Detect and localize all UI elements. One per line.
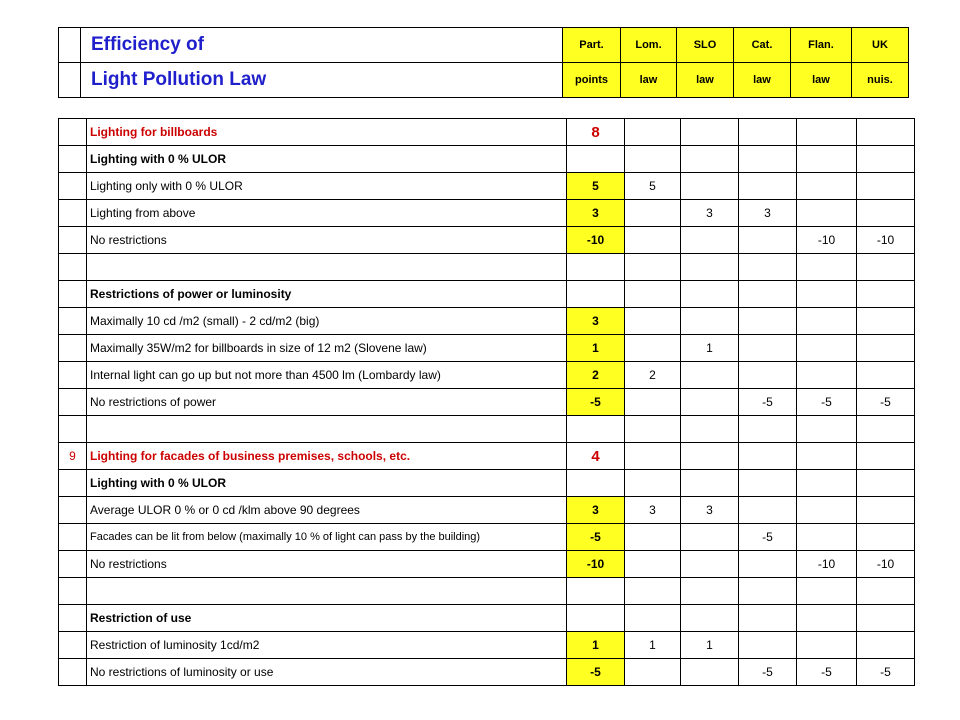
uk-cell bbox=[857, 605, 915, 632]
row-label: Facades can be lit from below (maximally 10 % of light can pass by the building) bbox=[87, 524, 567, 551]
row-label: Lighting from above bbox=[87, 200, 567, 227]
uk-cell: -5 bbox=[857, 659, 915, 686]
table-row bbox=[59, 497, 915, 524]
col-header-part: Part. bbox=[563, 28, 621, 63]
slo-cell: 3 bbox=[681, 200, 739, 227]
points-cell: 2 bbox=[567, 362, 625, 389]
slo-cell bbox=[681, 443, 739, 470]
row-number: 9 bbox=[59, 443, 87, 470]
points-cell: -5 bbox=[567, 659, 625, 686]
col-subheader-lom: law bbox=[621, 63, 677, 98]
cat-cell bbox=[739, 416, 797, 443]
slo-cell bbox=[681, 578, 739, 605]
uk-cell bbox=[857, 254, 915, 281]
table-row bbox=[59, 146, 915, 173]
row-label: Maximally 35W/m2 for billboards in size of 12 m2 (Slovene law) bbox=[87, 335, 567, 362]
row-label: Maximally 10 cd /m2 (small) - 2 cd/m2 (big) bbox=[87, 308, 567, 335]
criteria-table bbox=[58, 118, 915, 686]
cat-cell: -5 bbox=[739, 389, 797, 416]
points-cell: -5 bbox=[567, 389, 625, 416]
cat-cell bbox=[739, 551, 797, 578]
uk-cell: -10 bbox=[857, 551, 915, 578]
col-subheader-flan: law bbox=[791, 63, 852, 98]
flan-cell: -5 bbox=[797, 389, 857, 416]
col-subheader-part: points bbox=[563, 63, 621, 98]
table-row bbox=[59, 659, 915, 686]
col-subheader-uk: nuis. bbox=[852, 63, 909, 98]
flan-cell bbox=[797, 443, 857, 470]
slo-cell bbox=[681, 254, 739, 281]
slo-cell bbox=[681, 470, 739, 497]
lom-cell: 5 bbox=[625, 173, 681, 200]
lom-cell bbox=[625, 470, 681, 497]
table-row bbox=[59, 119, 915, 146]
row-number bbox=[59, 362, 87, 389]
flan-cell bbox=[797, 200, 857, 227]
points-cell: 5 bbox=[567, 173, 625, 200]
uk-cell bbox=[857, 281, 915, 308]
uk-cell bbox=[857, 308, 915, 335]
col-header-slo: SLO bbox=[677, 28, 734, 63]
row-label bbox=[87, 416, 567, 443]
row-label: Lighting with 0 % ULOR bbox=[87, 146, 567, 173]
slo-cell: 1 bbox=[681, 335, 739, 362]
table-row bbox=[59, 443, 915, 470]
cat-cell bbox=[739, 281, 797, 308]
row-label: Restriction of luminosity 1cd/m2 bbox=[87, 632, 567, 659]
slo-cell bbox=[681, 416, 739, 443]
flan-cell: -10 bbox=[797, 227, 857, 254]
lom-cell bbox=[625, 578, 681, 605]
flan-cell bbox=[797, 254, 857, 281]
uk-cell bbox=[857, 335, 915, 362]
lom-cell bbox=[625, 254, 681, 281]
slo-cell bbox=[681, 308, 739, 335]
lom-cell bbox=[625, 227, 681, 254]
cat-cell bbox=[739, 227, 797, 254]
row-number bbox=[59, 470, 87, 497]
lom-cell bbox=[625, 281, 681, 308]
points-cell: -10 bbox=[567, 227, 625, 254]
header-blank-cell bbox=[59, 63, 81, 98]
uk-cell bbox=[857, 416, 915, 443]
points-cell: 8 bbox=[567, 119, 625, 146]
points-cell: -10 bbox=[567, 551, 625, 578]
flan-cell bbox=[797, 524, 857, 551]
row-label bbox=[87, 578, 567, 605]
row-number bbox=[59, 497, 87, 524]
cat-cell bbox=[739, 119, 797, 146]
row-number bbox=[59, 416, 87, 443]
row-label: No restrictions bbox=[87, 227, 567, 254]
row-number bbox=[59, 551, 87, 578]
points-cell: 3 bbox=[567, 200, 625, 227]
flan-cell bbox=[797, 281, 857, 308]
cat-cell: -5 bbox=[739, 524, 797, 551]
table-row bbox=[59, 362, 915, 389]
cat-cell bbox=[739, 605, 797, 632]
lom-cell bbox=[625, 146, 681, 173]
flan-cell bbox=[797, 578, 857, 605]
points-cell: 1 bbox=[567, 632, 625, 659]
row-label: No restrictions of luminosity or use bbox=[87, 659, 567, 686]
col-subheader-slo: law bbox=[677, 63, 734, 98]
uk-cell bbox=[857, 146, 915, 173]
lom-cell: 1 bbox=[625, 632, 681, 659]
cat-cell: -5 bbox=[739, 659, 797, 686]
row-number bbox=[59, 335, 87, 362]
col-header-flan: Flan. bbox=[791, 28, 852, 63]
table-row bbox=[59, 308, 915, 335]
cat-cell bbox=[739, 335, 797, 362]
flan-cell bbox=[797, 497, 857, 524]
header-table bbox=[58, 27, 909, 98]
slo-cell bbox=[681, 119, 739, 146]
table-row bbox=[59, 551, 915, 578]
flan-cell bbox=[797, 416, 857, 443]
criteria-rows bbox=[59, 119, 915, 686]
uk-cell bbox=[857, 362, 915, 389]
flan-cell bbox=[797, 146, 857, 173]
slo-cell bbox=[681, 227, 739, 254]
table-row bbox=[59, 227, 915, 254]
points-cell bbox=[567, 605, 625, 632]
table-row bbox=[59, 389, 915, 416]
flan-cell bbox=[797, 632, 857, 659]
uk-cell bbox=[857, 470, 915, 497]
points-cell bbox=[567, 254, 625, 281]
row-label bbox=[87, 254, 567, 281]
uk-cell bbox=[857, 578, 915, 605]
row-label: Restriction of use bbox=[87, 605, 567, 632]
slo-cell bbox=[681, 173, 739, 200]
lom-cell bbox=[625, 551, 681, 578]
table-title-line-1: Efficiency of bbox=[81, 28, 563, 63]
lom-cell bbox=[625, 524, 681, 551]
slo-cell bbox=[681, 389, 739, 416]
row-label: Average ULOR 0 % or 0 cd /klm above 90 degrees bbox=[87, 497, 567, 524]
slo-cell bbox=[681, 605, 739, 632]
row-number bbox=[59, 200, 87, 227]
table-row bbox=[59, 254, 915, 281]
row-label: Restrictions of power or luminosity bbox=[87, 281, 567, 308]
row-label: Internal light can go up but not more than 4500 lm (Lombardy law) bbox=[87, 362, 567, 389]
cat-cell bbox=[739, 362, 797, 389]
table-row bbox=[59, 470, 915, 497]
lom-cell bbox=[625, 605, 681, 632]
row-label: Lighting for facades of business premises, schools, etc. bbox=[87, 443, 567, 470]
cat-cell bbox=[739, 173, 797, 200]
table-row bbox=[59, 605, 915, 632]
slo-cell bbox=[681, 362, 739, 389]
row-number bbox=[59, 605, 87, 632]
row-number bbox=[59, 632, 87, 659]
col-header-uk: UK bbox=[852, 28, 909, 63]
slo-cell bbox=[681, 146, 739, 173]
table-row bbox=[59, 335, 915, 362]
flan-cell bbox=[797, 605, 857, 632]
flan-cell bbox=[797, 362, 857, 389]
row-number bbox=[59, 389, 87, 416]
row-number bbox=[59, 119, 87, 146]
slo-cell: 3 bbox=[681, 497, 739, 524]
points-cell bbox=[567, 416, 625, 443]
table-row bbox=[59, 632, 915, 659]
table-row bbox=[59, 200, 915, 227]
row-label: No restrictions bbox=[87, 551, 567, 578]
cat-cell bbox=[739, 308, 797, 335]
slo-cell bbox=[681, 551, 739, 578]
row-label: No restrictions of power bbox=[87, 389, 567, 416]
lom-cell bbox=[625, 659, 681, 686]
points-cell: 3 bbox=[567, 308, 625, 335]
cat-cell bbox=[739, 470, 797, 497]
cat-cell bbox=[739, 578, 797, 605]
slo-cell bbox=[681, 659, 739, 686]
slo-cell bbox=[681, 281, 739, 308]
flan-cell bbox=[797, 335, 857, 362]
lom-cell bbox=[625, 335, 681, 362]
slo-cell bbox=[681, 524, 739, 551]
points-cell bbox=[567, 578, 625, 605]
row-number bbox=[59, 524, 87, 551]
flan-cell bbox=[797, 308, 857, 335]
lom-cell bbox=[625, 389, 681, 416]
cat-cell bbox=[739, 497, 797, 524]
points-cell: 4 bbox=[567, 443, 625, 470]
uk-cell bbox=[857, 173, 915, 200]
lom-cell bbox=[625, 308, 681, 335]
row-label: Lighting only with 0 % ULOR bbox=[87, 173, 567, 200]
table-row bbox=[59, 281, 915, 308]
header-row-2 bbox=[59, 63, 909, 98]
row-number bbox=[59, 578, 87, 605]
points-cell: 1 bbox=[567, 335, 625, 362]
flan-cell bbox=[797, 173, 857, 200]
row-number bbox=[59, 173, 87, 200]
uk-cell bbox=[857, 497, 915, 524]
lom-cell: 2 bbox=[625, 362, 681, 389]
table-row bbox=[59, 578, 915, 605]
uk-cell: -10 bbox=[857, 227, 915, 254]
uk-cell: -5 bbox=[857, 389, 915, 416]
points-cell bbox=[567, 470, 625, 497]
col-header-cat: Cat. bbox=[734, 28, 791, 63]
slo-cell: 1 bbox=[681, 632, 739, 659]
row-number bbox=[59, 281, 87, 308]
cat-cell bbox=[739, 632, 797, 659]
lom-cell bbox=[625, 200, 681, 227]
uk-cell bbox=[857, 443, 915, 470]
header-blank-cell bbox=[59, 28, 81, 63]
table-row bbox=[59, 173, 915, 200]
uk-cell bbox=[857, 119, 915, 146]
cat-cell bbox=[739, 443, 797, 470]
flan-cell: -5 bbox=[797, 659, 857, 686]
table-title-line-2: Light Pollution Law bbox=[81, 63, 563, 98]
row-label: Lighting for billboards bbox=[87, 119, 567, 146]
header-row-1 bbox=[59, 28, 909, 63]
row-number bbox=[59, 659, 87, 686]
row-number bbox=[59, 227, 87, 254]
uk-cell bbox=[857, 200, 915, 227]
row-number bbox=[59, 254, 87, 281]
points-cell: -5 bbox=[567, 524, 625, 551]
flan-cell bbox=[797, 470, 857, 497]
col-header-lom: Lom. bbox=[621, 28, 677, 63]
lom-cell: 3 bbox=[625, 497, 681, 524]
flan-cell: -10 bbox=[797, 551, 857, 578]
table-row bbox=[59, 524, 915, 551]
table-row bbox=[59, 416, 915, 443]
row-label: Lighting with 0 % ULOR bbox=[87, 470, 567, 497]
points-cell bbox=[567, 146, 625, 173]
points-cell: 3 bbox=[567, 497, 625, 524]
row-number bbox=[59, 146, 87, 173]
cat-cell bbox=[739, 254, 797, 281]
lom-cell bbox=[625, 119, 681, 146]
lom-cell bbox=[625, 416, 681, 443]
points-cell bbox=[567, 281, 625, 308]
cat-cell: 3 bbox=[739, 200, 797, 227]
uk-cell bbox=[857, 524, 915, 551]
cat-cell bbox=[739, 146, 797, 173]
row-number bbox=[59, 308, 87, 335]
col-subheader-cat: law bbox=[734, 63, 791, 98]
uk-cell bbox=[857, 632, 915, 659]
flan-cell bbox=[797, 119, 857, 146]
lom-cell bbox=[625, 443, 681, 470]
